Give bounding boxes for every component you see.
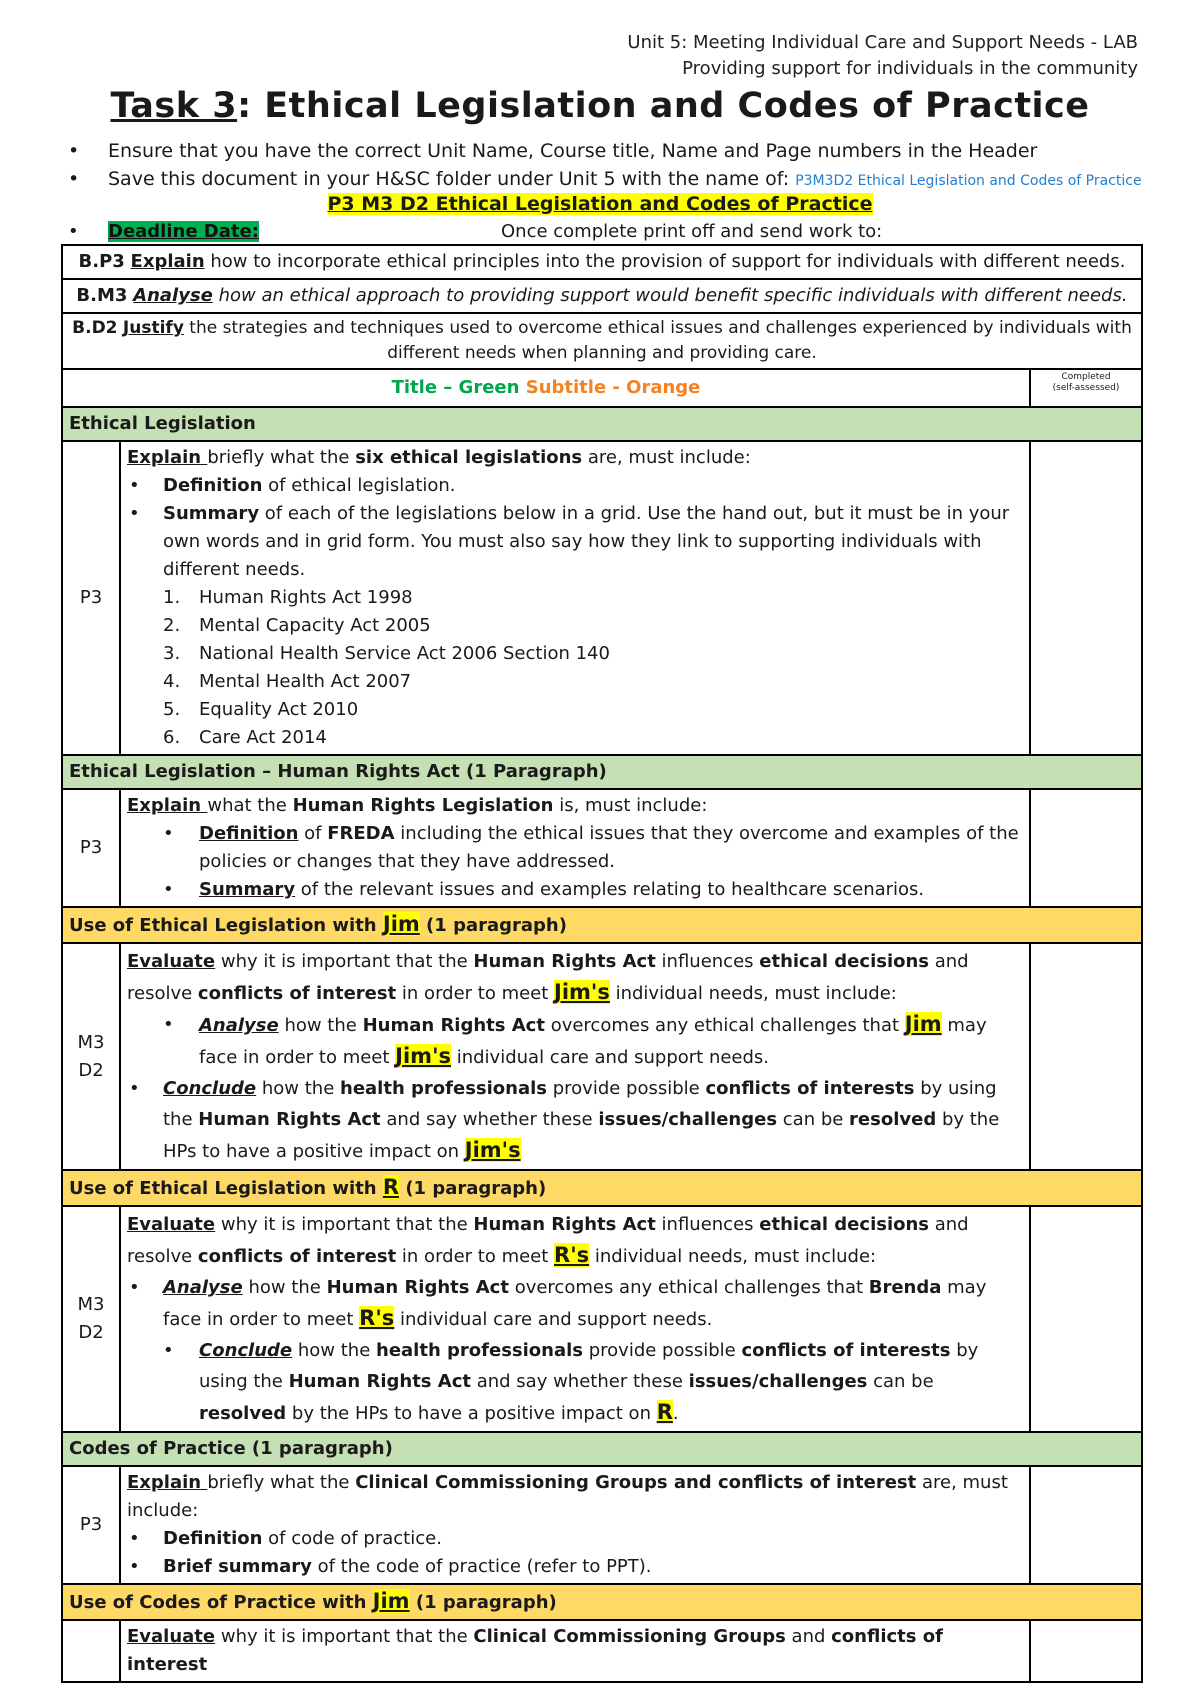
completed-label: Completed (self-assessed) [1052,372,1120,393]
page-title: Task 3: Ethical Legislation and Codes of Practice [110,86,1090,126]
section-heading: Codes of Practice (1 paragraph) [62,1432,1142,1466]
task-row: P3 Explain what the Human Rights Legislation is, must include: • Definition of FREDA including the ethical issues that they overcome and examples of the policies or changes that they have addressed. • Summary of the relevant issues and examples relating to healthcare scenarios. [62,789,1142,907]
task-table [61,244,1143,1683]
list-item: 2. Mental Capacity Act 2005 [163,615,431,636]
title-row: Title – Green Subtitle - Orange Completed (self-assessed) [62,369,1142,407]
section-heading: Ethical Legislation [62,407,1142,441]
deadline-label: Deadline Date: [108,221,259,242]
list-item: 4. Mental Health Act 2007 [163,671,412,692]
task-row: P3 Explain briefly what the six ethical legislations are, must include: • Definition of ethical legislation. • Summary of each of the legislations below in a grid. Use the hand out, but it must be in your own words and in grid form. You must also say how they link to supporting individuals with different needs. 1. Human Rights Act 1998 2. Mental Capacity Act 2005 3. National Health Service Act 2006 Section 140 4. Mental Health Act 2007 5. Equality Act 2010 6. Care Act 2014 [62,441,1142,755]
task-row: M3 D2 Evaluate why it is important that the Human Rights Act influences ethical decisions and resolve conflicts of interest in order to meet Jim's individual needs, must include: • Analyse how the Human Rights Act overcomes any ethical challenges that Jim may face in order to meet Jim's individual care and support needs. • Conclude how the health professionals provide possible conflicts of interests by using the Human Rights Act and say whether these issues/challenges can be resolved by the HPs to have a positive impact on Jim's [62,943,1142,1170]
instruction-save: • Save this document in your H&SC folder under Unit 5 with the name of: P3M3D2 Ethical Legislation and Codes of Practice [68,165,1148,195]
task-row: Evaluate why it is important that the Clinical Commissioning Groups and conflicts of interest [62,1620,1142,1682]
section-heading: Use of Ethical Legislation with Jim (1 paragraph) [62,907,1142,943]
header-unit: Unit 5: Meeting Individual Care and Support Needs - LAB [627,32,1138,53]
list-item: 3. National Health Service Act 2006 Section 140 [163,643,610,664]
instruction-header: • Ensure that you have the correct Unit Name, Course title, Name and Page numbers in the Header [68,137,1148,165]
list-item: 1. Human Rights Act 1998 [163,587,413,608]
list-item: 5. Equality Act 2010 [163,699,359,720]
criteria-d2: B.D2 Justify the strategies and techniques used to overcome ethical issues and challenges experienced by individuals with different needs when planning and providing care. [62,313,1142,369]
page-header [627,30,1138,82]
list-item: 6. Care Act 2014 [163,727,327,748]
section-heading: Ethical Legislation – Human Rights Act (1 Paragraph) [62,755,1142,789]
criteria-p3: B.P3 Explain how to incorporate ethical principles into the provision of support for individuals with different needs. [62,245,1142,279]
section-heading: Use of Ethical Legislation with R (1 paragraph) [62,1170,1142,1206]
instructions [68,137,1148,195]
section-heading: Use of Codes of Practice with Jim (1 paragraph) [62,1584,1142,1620]
task-row: M3 D2 Evaluate why it is important that the Human Rights Act influences ethical decisions and resolve conflicts of interest in order to meet R's individual needs, must include: • Analyse how the Human Rights Act overcomes any ethical challenges that Brenda may face in order to meet R's individual care and support needs. • Conclude how the health professionals provide possible conflicts of interests by using the Human Rights Act and say whether these issues/challenges can be resolved by the HPs to have a positive impact on R. [62,1206,1142,1432]
header-course: Providing support for individuals in the community [682,58,1138,79]
file-name: P3M3D2 Ethical Legislation and Codes of Practice [795,173,1142,189]
send-instruction: Once complete print off and send work to: [501,221,883,242]
criteria-m3: B.M3 Analyse how an ethical approach to providing support would benefit specific individuals with different needs. [62,279,1142,313]
task-row: P3 Explain briefly what the Clinical Commissioning Groups and conflicts of interest are, must include: • Definition of code of practice. • Brief summary of the code of practice (refer to PPT). [62,1466,1142,1584]
assignment-title: P3 M3 D2 Ethical Legislation and Codes of Practice [327,193,873,215]
